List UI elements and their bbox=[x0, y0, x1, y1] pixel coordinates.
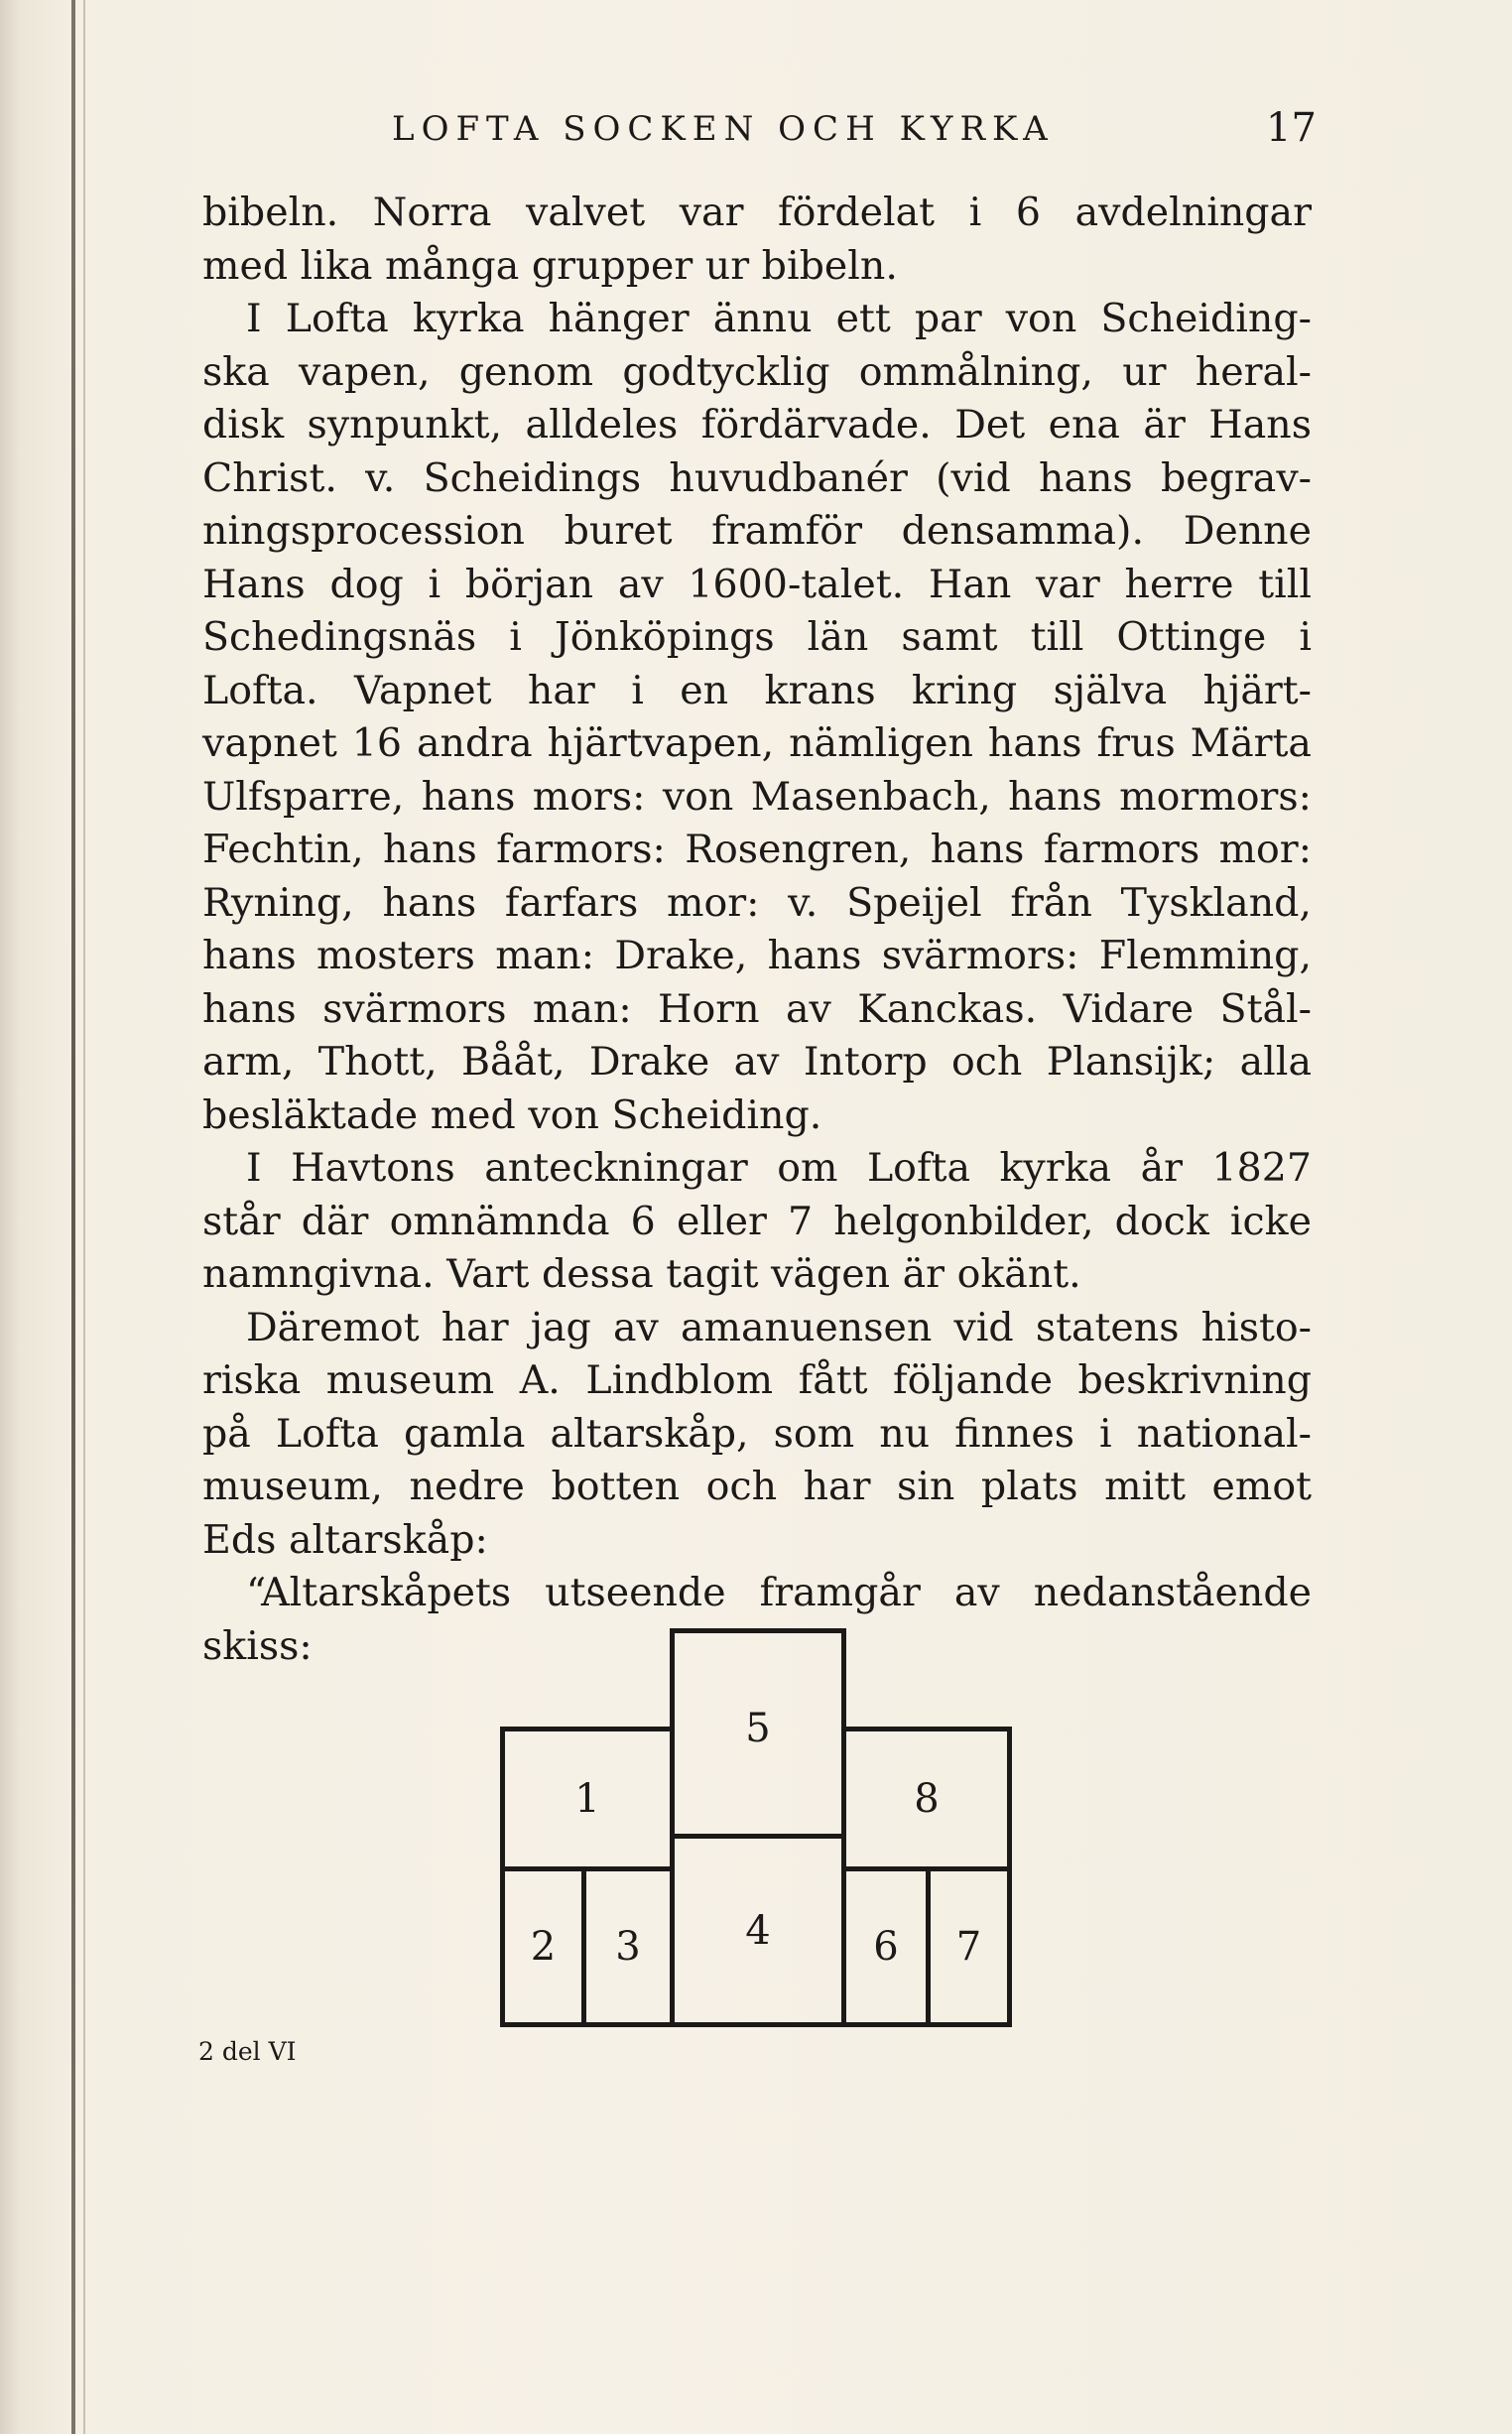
text-line: med lika många grupper ur bibeln. bbox=[202, 242, 898, 289]
text-line: Däremot har jag av amanuensen vid statens histo- bbox=[246, 1304, 1312, 1350]
panel-4: 4 bbox=[670, 1834, 846, 2027]
text-line: Eds altarskåp: bbox=[202, 1516, 488, 1563]
binding-shadow bbox=[83, 0, 85, 2434]
text-line: Ulfsparre, hans mors: von Masenbach, hans mormors: bbox=[202, 773, 1312, 820]
text-line: Ryning, hans farfars mor: v. Speijel från Tyskland, bbox=[202, 879, 1312, 926]
text-line: bibeln. Norra valvet var fördelat i 6 avdelningar bbox=[202, 190, 1312, 235]
text-line: “Altarskåpets utseende framgår av nedanstående bbox=[246, 1570, 1312, 1615]
panel-2: 2 bbox=[500, 1866, 586, 2027]
running-head: LOFTA SOCKEN OCH KYRKA bbox=[392, 109, 1055, 149]
panel-3: 3 bbox=[581, 1866, 675, 2027]
panel-8: 8 bbox=[841, 1727, 1012, 1871]
text-line: riska museum A. Lindblom fått följande beskrivning bbox=[202, 1357, 1312, 1403]
text-line: på Lofta gamla altarskåp, som nu finnes i national- bbox=[202, 1410, 1312, 1457]
text-line: skiss: bbox=[202, 1622, 313, 1669]
text-line: disk synpunkt, alldeles fördärvade. Det ena är Hans bbox=[202, 402, 1312, 448]
text-line: vapnet 16 andra hjärtvapen, nämligen hans frus Märta bbox=[202, 720, 1312, 766]
altarpiece-sketch bbox=[498, 1623, 1014, 2035]
text-line: hans svärmors man: Horn av Kanckas. Vidare Stål- bbox=[202, 985, 1312, 1032]
text-line: arm, Thott, Bååt, Drake av Intorp och Plansijk; alla bbox=[202, 1039, 1312, 1085]
panel-5: 5 bbox=[670, 1628, 846, 1839]
text-line: I Lofta kyrka hänger ännu ett par von Scheiding- bbox=[246, 296, 1312, 341]
body-text bbox=[202, 187, 1312, 1673]
panel-7: 7 bbox=[926, 1866, 1012, 2027]
text-line: Schedingsnäs i Jönköpings län samt till Ottinge i bbox=[202, 614, 1312, 660]
text-line: Hans dog i början av 1600-talet. Han var herre till bbox=[202, 561, 1312, 607]
text-line: namngivna. Vart dessa tagit vägen är okänt. bbox=[202, 1251, 1081, 1297]
text-line: museum, nedre botten och har sin plats mitt emot bbox=[202, 1464, 1312, 1509]
text-line: står där omnämnda 6 eller 7 helgonbilder, dock icke bbox=[202, 1198, 1312, 1244]
text-line: besläktade med von Scheiding. bbox=[202, 1091, 822, 1138]
text-line: I Havtons anteckningar om Lofta kyrka år 1827 bbox=[246, 1145, 1312, 1191]
binding-edge bbox=[71, 0, 75, 2434]
panel-6: 6 bbox=[841, 1866, 931, 2027]
text-line: ningsprocession buret framför densamma). Denne bbox=[202, 508, 1312, 554]
panel-1: 1 bbox=[500, 1727, 675, 1871]
text-line: Fechtin, hans farmors: Rosengren, hans farmors mor: bbox=[202, 827, 1312, 872]
printer-signature: 2 del VI bbox=[198, 2037, 297, 2066]
text-line: Christ. v. Scheidings huvudbanér (vid hans begrav- bbox=[202, 454, 1312, 501]
text-line: Lofta. Vapnet har i en krans kring själva hjärt- bbox=[202, 667, 1312, 713]
page-number: 17 bbox=[1266, 105, 1317, 151]
text-line: hans mosters man: Drake, hans svärmors: Flemming, bbox=[202, 933, 1312, 978]
text-line: ska vapen, genom godtycklig ommålning, ur heral- bbox=[202, 348, 1312, 395]
